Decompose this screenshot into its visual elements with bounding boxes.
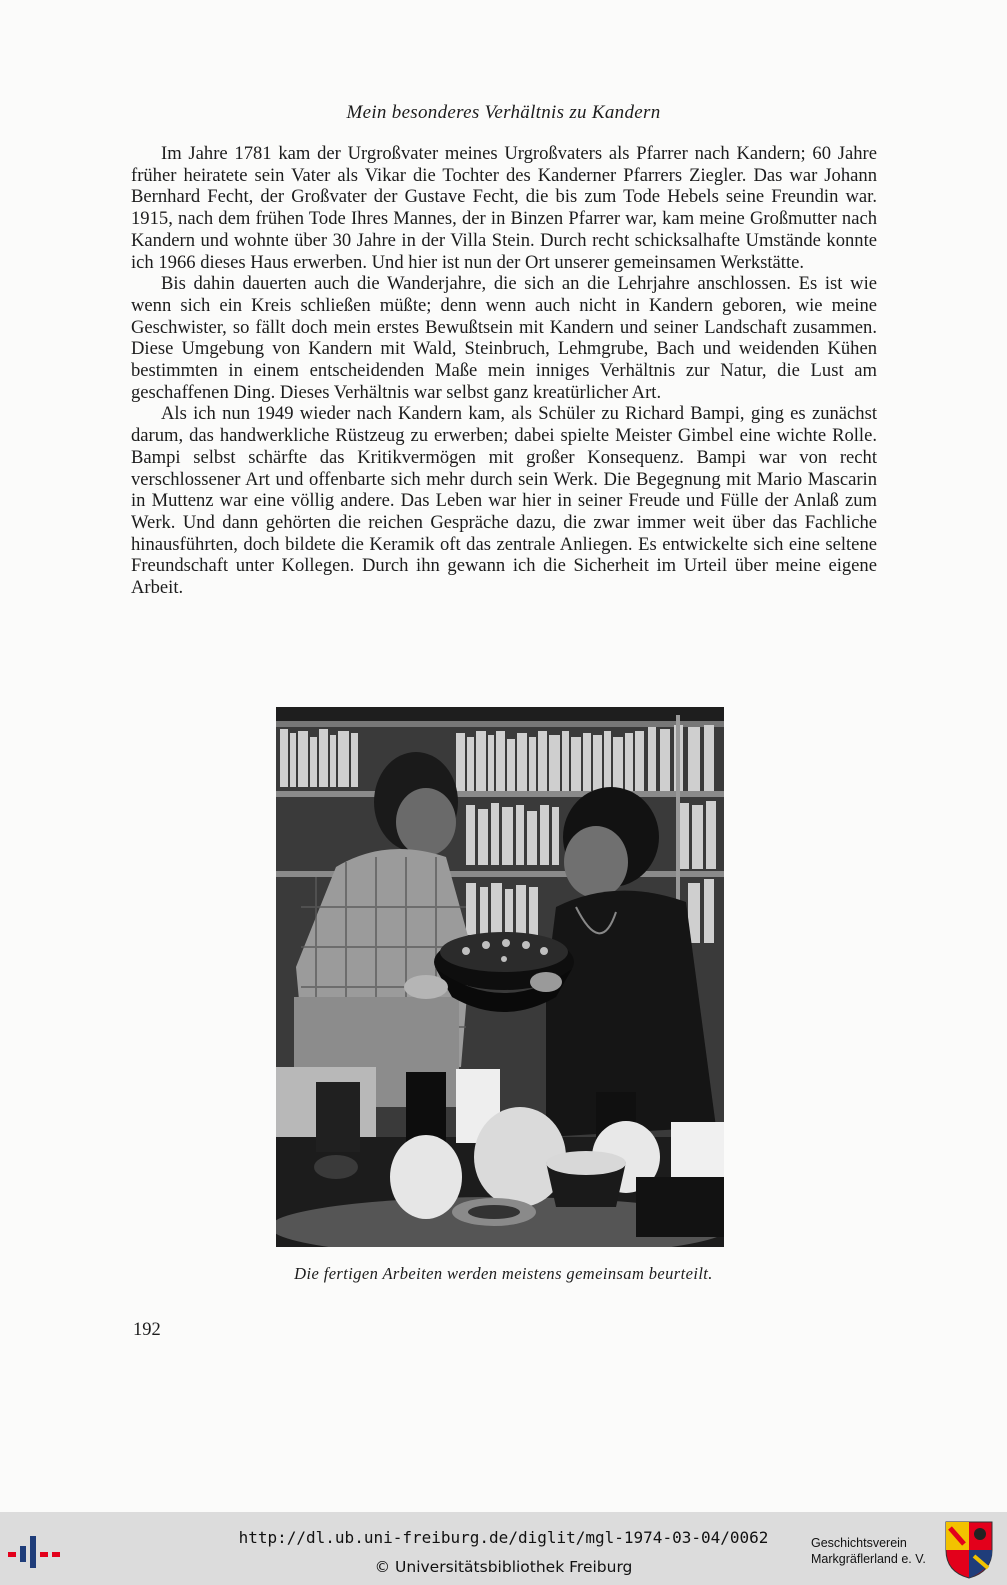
- society-line-2: Markgräflerland e. V.: [811, 1552, 926, 1566]
- paragraph-1: Im Jahre 1781 kam der Urgroßvater meines Urgroßvaters als Pfarrer nach Kandern; 60 Jahre früher heiratete sein Vater als Vikar die Tochter des Kanderner Pfarrers Ziegler. Das war Johann Bernhard Fecht, der Großvater der Gustave Fecht, die bis zum Tode Hebels seine Freundin war. 1915, nach dem frühen Tode Ihres Mannes, der in Binzen Pfarrer war, kam meine Großmutter nach Kandern und wohnte über 30 Jahre in der Villa Stein. Durch recht schicksalhafte Umstände konnte ich 1966 dieses Haus erwerben. Und hier ist nun der Ort unserer gemeinsamen Werkstätte.: [131, 143, 877, 273]
- paragraph-2: Bis dahin dauerten auch die Wanderjahre, die sich an die Lehrjahre anschlossen. Es ist wie wenn sich ein Kreis schließen müßte; denn wenn auch nicht in Kandern geboren, wie meine Geschwister, so fällt doch mein erstes Bewußtsein mit Kandern und seiner Landschaft zusammen. Diese Umgebung von Kandern mit Wald, Steinbruch, Lehmgrube, Bach und weidenden Kühen bestimmten in einem entscheidenden Maße mein inniges Verhältnis zur Natur, die Lust am geschaffenen Ding. Dieses Verhältnis war selbst ganz kreatürlicher Art.: [131, 273, 877, 403]
- figure-caption: Die fertigen Arbeiten werden meistens gemeinsam beurteilt.: [294, 1264, 713, 1283]
- footer-society-name: [811, 1535, 941, 1567]
- footer-bar: [0, 1512, 1007, 1585]
- photo-potters-examining-bowl: [276, 707, 724, 1247]
- paragraph-3: Als ich nun 1949 wieder nach Kandern kam, als Schüler zu Richard Bampi, ging es zunächst darum, das handwerkliche Rüstzeug zu erwerben; dabei spielte Meister Gimbel eine wichte Rolle. Bampi selbst schärfte das Kritikvermögen mit großer Konsequenz. Bampi war von recht verschlossener Art und offenbarte sich mehr durch sein Werk. Die Begegnung mit Mario Mascarin in Muttenz war eine völlig andere. Das Leben war hier in seiner Freude und Fülle der Anlaß zum Werk. Und dann gehörten die reichen Gespräche dazu, die zwar immer weit über das Fachliche hinausführten, doch bildete die Keramik oft das zentrale Anliegen. Es entwickelte sich eine seltene Freundschaft unter Kollegen. Durch ihn gewann ich die Sicherheit im Urteil über meine eigene Arbeit.: [131, 403, 877, 599]
- footer-copyright: © Universitätsbibliothek Freiburg: [374, 1558, 633, 1576]
- running-head: Mein besonderes Verhältnis zu Kandern: [346, 102, 661, 123]
- photo-illustration: [276, 707, 724, 1247]
- society-line-1: Geschichtsverein: [811, 1536, 907, 1550]
- coat-of-arms-icon: [944, 1520, 994, 1585]
- body-text: [131, 143, 877, 599]
- page-number: 192: [133, 1320, 161, 1340]
- footer-url-link[interactable]: http://dl.ub.uni-freiburg.de/diglit/mgl-1974-03-04/0062: [238, 1528, 769, 1547]
